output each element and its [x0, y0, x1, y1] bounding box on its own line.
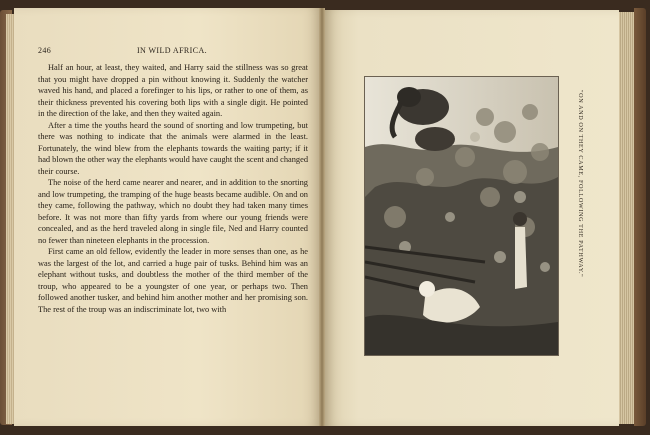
running-head [38, 46, 306, 58]
paragraph: First came an old fellow, evidently the leader in more senses than one, as he was the largest of the lot, and carried a huge pair of tusks. Behind him was an elephant without tusks, and doubtless the mother of the third member of the troup, who appeared to be a youngster of one year, or perhaps two. Then followed another tusker, and behind him another mother and her promising son. The rest of the troup was an indiscriminate lot, two with [38, 247, 308, 314]
page-header-title: IN WILD AFRICA. [136, 46, 208, 55]
paragraph: Half an hour, at least, they waited, and Harry said the stillness was so great that you might have dropped a pin without knowing it. Suddenly the watcher waved his hand, and placed a forefinger to his lips, or rather to one of them, as their thickness prevented his covering both lips with a single digit. He pointed in the direction of the lake, and then they waited again. [38, 63, 308, 118]
body-text [38, 62, 308, 315]
page-number: 246 [38, 46, 52, 55]
plate-caption [574, 90, 586, 340]
illustration-plate [365, 77, 558, 355]
caption-text: "ON AND ON THEY CAME, FOLLOWING THE PATHWAY." [577, 90, 584, 278]
paragraph: The noise of the herd came nearer and nearer, and in addition to the snorting and low trumpeting, the tramping of the huge beasts became audible. On and on they came, following the pathway, which no doubt they had taken many times before. It was not more than fifty yards from where our young friends were concealed, and as the herd traveled along in single file, Ned and Harry counted no fewer than nineteen elephants in the procession. [38, 178, 308, 245]
paragraph: After a time the youths heard the sound of snorting and low trumpeting, but there was nothing to indicate that the animals were alarmed in the least. Fortunately, the wind blew from the elephants towards the waiting party; if it had blown the other way the elephants would have caught the scent and changed their course. [38, 120, 309, 176]
book-cover-right [634, 8, 646, 426]
book-gutter [319, 8, 325, 426]
elephant-illustration [365, 77, 558, 355]
